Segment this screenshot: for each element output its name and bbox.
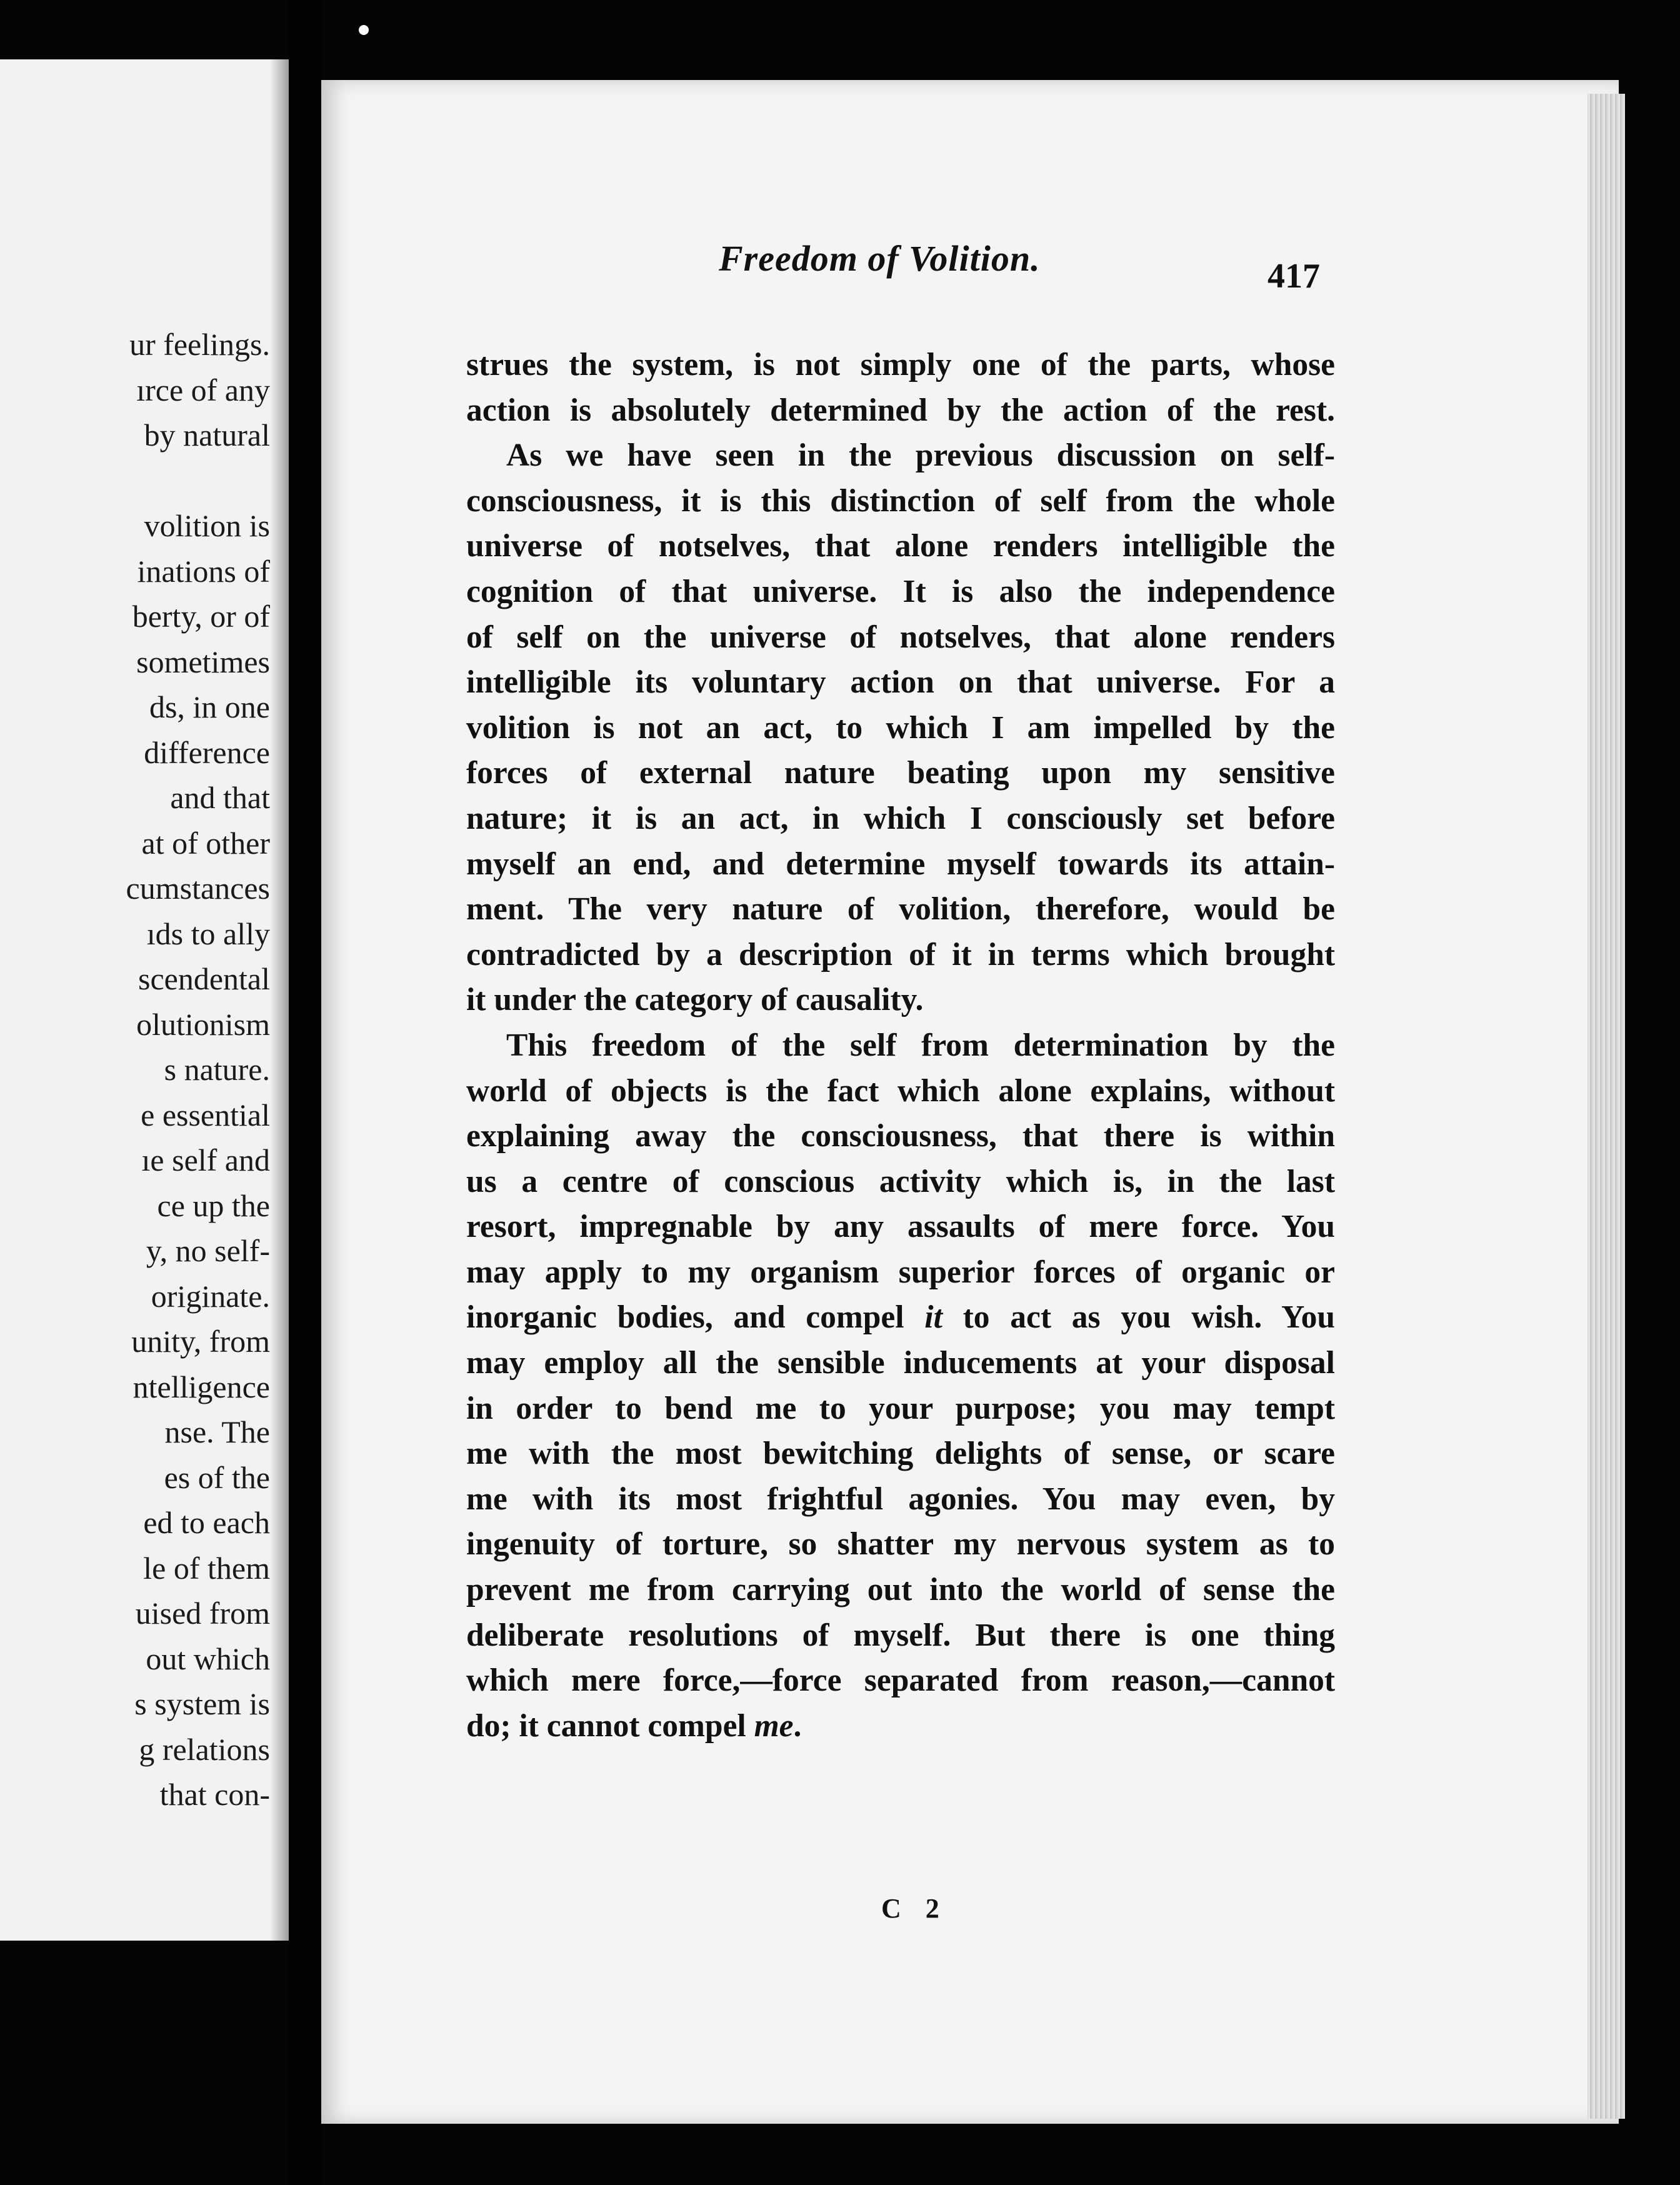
previous-page-line: olutionism (136, 1006, 270, 1042)
emphasis: it (924, 1299, 942, 1336)
text-line: forces of external nature beating upon my sensitive (466, 755, 1335, 791)
previous-page-line: volition is (144, 508, 270, 543)
text-line: action is absolutely determined by the action of the rest. (466, 392, 1335, 428)
previous-page-line: ed to each (143, 1505, 270, 1540)
previous-page-line: out which (146, 1641, 270, 1676)
text-line: nature; it is an act, in which I consciously set before (466, 800, 1335, 836)
text-line: universe of notselves, that alone renders intelligible the (466, 528, 1335, 564)
previous-page-line: ntelligence (132, 1369, 270, 1404)
previous-page-line: ırce of any (136, 372, 270, 408)
paragraph-gap (0, 458, 270, 504)
body-text (466, 342, 1335, 1749)
text-line: volition is not an act, to which I am impelled by the (466, 709, 1335, 746)
previous-page-line: difference (144, 734, 270, 770)
previous-page-line: uised from (135, 1596, 270, 1631)
text-line: of self on the universe of notselves, that alone renders (466, 619, 1335, 655)
text-line: ment. The very nature of volition, therefore, would be (466, 891, 1335, 928)
previous-page-line: ıe self and (141, 1142, 270, 1178)
binding-gutter (289, 0, 321, 2185)
previous-page-line: sometimes (136, 644, 270, 679)
text-line: me with the most bewitching delights of sense, or scare (466, 1436, 1335, 1472)
text-line: intelligible its voluntary action on that universe. For a (466, 664, 1335, 701)
previous-page-line: nse. The (164, 1414, 270, 1449)
text-line: resort, impregnable by any assaults of mere force. You (466, 1209, 1335, 1245)
text-line: cognition of that universe. It is also the independence (466, 573, 1335, 609)
previous-page-line: e essential (141, 1097, 270, 1132)
page-number: 417 (1268, 257, 1320, 296)
text-line: may employ all the sensible inducements at your disposal (466, 1345, 1335, 1381)
previous-page-fragment (0, 59, 289, 1941)
text-line: contradicted by a description of it in terms which brought (466, 936, 1335, 972)
text-line: explaining away the consciousness, that there is within (466, 1118, 1335, 1154)
text-line: it under the category of causality. (466, 982, 924, 1018)
previous-page-line: that con- (159, 1777, 270, 1812)
previous-page-line: berty, or of (132, 599, 270, 634)
text-line: me with its most frightful agonies. You may even, by (466, 1481, 1335, 1517)
previous-page-line: cumstances (126, 871, 270, 906)
previous-page-line: at of other (141, 825, 270, 861)
text-line: which mere force,—force separated from reason,—cannot (466, 1662, 1335, 1699)
previous-page-line: by natural (144, 418, 270, 452)
text-line: may apply to my organism superior forces of organic or (466, 1254, 1335, 1290)
previous-page-line: originate. (151, 1278, 270, 1314)
page-edges (1588, 94, 1625, 2119)
previous-page-line: inations of (137, 553, 270, 589)
previous-page-line: y, no self- (146, 1233, 270, 1268)
text-line: do; it cannot compel me. (466, 1708, 802, 1744)
text-line: This freedom of the self from determination by the (506, 1027, 1335, 1063)
text-line: in order to bend me to your purpose; you may tempt (466, 1390, 1335, 1426)
previous-page-line: es of the (164, 1459, 270, 1495)
previous-page-line: and that (170, 780, 270, 815)
previous-page-line: scendental (138, 961, 270, 996)
previous-page-line: le of them (143, 1550, 270, 1586)
previous-page-line: s nature. (164, 1052, 270, 1087)
text-line: consciousness, it is this distinction of self from the whole (466, 482, 1335, 519)
text-line: world of objects is the fact which alone explains, without (466, 1072, 1335, 1109)
text-line: prevent me from carrying out into the world of sense the (466, 1572, 1335, 1608)
previous-page-line: ıds to ally (146, 916, 270, 951)
previous-page-line: g relations (139, 1731, 270, 1767)
previous-page-line: ce up the (157, 1188, 270, 1223)
text-line: myself an end, and determine myself towards its attain- (466, 846, 1335, 882)
previous-page-line: s system is (134, 1686, 270, 1721)
text-line: As we have seen in the previous discussion on self- (506, 438, 1335, 474)
emphasis: me (754, 1708, 794, 1744)
text-line: inorganic bodies, and compel it to act as you wish. You (466, 1299, 1335, 1336)
previous-page-text (0, 322, 270, 1818)
text-line: ingenuity of torture, so shatter my nervous system as to (466, 1526, 1335, 1562)
text-line: us a centre of conscious activity which is, in the last (466, 1163, 1335, 1199)
gutter-shadow (270, 59, 289, 1941)
dust-speck (359, 25, 369, 35)
previous-page-line: ur feelings. (129, 327, 270, 362)
text-line: strues the system, is not simply one of the parts, whose (466, 347, 1335, 382)
previous-page-line: unity, from (131, 1324, 270, 1359)
running-title: Freedom of Volition. (719, 238, 1041, 279)
text-line: deliberate resolutions of myself. But there is one thing (466, 1617, 1335, 1653)
previous-page-line: ds, in one (149, 689, 270, 724)
signature-mark: C 2 (881, 1893, 948, 1924)
